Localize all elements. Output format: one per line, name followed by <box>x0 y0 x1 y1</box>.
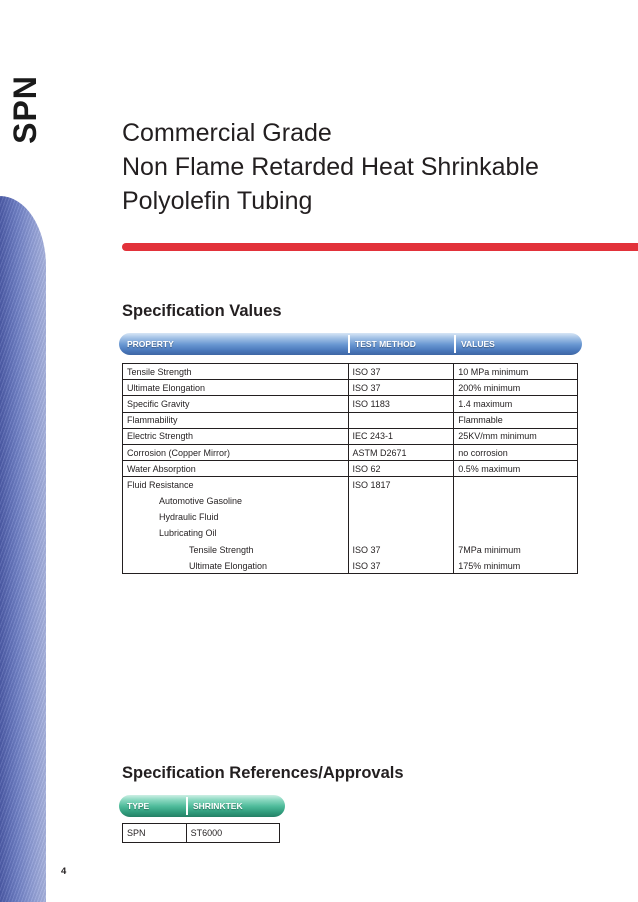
page-title <box>122 116 539 218</box>
fluid-name-cell: Lubricating Oil <box>159 528 217 539</box>
table-row <box>123 412 578 428</box>
column-header-property: PROPERTY <box>127 339 174 349</box>
spec-values-heading: Specification Values <box>122 302 282 320</box>
value-cell: 175% minimum <box>454 558 578 574</box>
table-row <box>123 493 578 509</box>
column-header-values: VALUES <box>461 339 495 349</box>
value-cell: 0.5% maximum <box>454 461 578 477</box>
table-row <box>123 364 578 380</box>
test-method-cell: ASTM D2671 <box>348 444 454 460</box>
column-header-shrinktek: SHRINKTEK <box>193 801 243 811</box>
title-line-2: Non Flame Retarded Heat Shrinkable <box>122 153 539 181</box>
spec-refs-header <box>119 795 285 817</box>
title-divider <box>122 243 638 251</box>
test-method-cell: ISO 37 <box>348 558 454 574</box>
test-method-cell: IEC 243-1 <box>348 428 454 444</box>
value-cell: 7MPa minimum <box>454 542 578 558</box>
table-row <box>123 461 578 477</box>
test-method-cell: ISO 62 <box>348 461 454 477</box>
value-cell: 1.4 maximum <box>454 396 578 412</box>
side-tab <box>0 62 50 157</box>
test-method-cell: ISO 1817 <box>348 477 454 493</box>
property-cell: Ultimate Elongation <box>189 560 268 571</box>
value-cell: 10 MPa minimum <box>454 364 578 380</box>
property-cell: Specific Gravity <box>123 396 349 412</box>
table-row <box>123 428 578 444</box>
side-tab-code: SPN <box>6 75 43 144</box>
table-row <box>123 509 578 525</box>
value-cell <box>454 477 578 493</box>
spec-values-table <box>122 363 578 574</box>
table-row <box>123 558 578 574</box>
property-cell: Tensile Strength <box>123 364 349 380</box>
value-cell <box>454 509 578 525</box>
table-row <box>123 380 578 396</box>
value-cell: Flammable <box>454 412 578 428</box>
table-row <box>123 824 280 843</box>
property-cell: Electric Strength <box>123 428 349 444</box>
spec-refs-heading: Specification References/Approvals <box>122 764 404 782</box>
table-row <box>123 444 578 460</box>
property-cell: Water Absorption <box>123 461 349 477</box>
property-cell: Tensile Strength <box>189 544 254 555</box>
value-cell <box>454 493 578 509</box>
type-cell: SPN <box>127 828 146 838</box>
title-line-1: Commercial Grade <box>122 119 332 147</box>
test-method-cell: ISO 1183 <box>348 396 454 412</box>
side-decorative-band <box>0 196 46 902</box>
test-method-cell: ISO 37 <box>348 380 454 396</box>
property-cell: Flammability <box>123 412 349 428</box>
title-line-3: Polyolefin Tubing <box>122 187 313 215</box>
table-row <box>123 396 578 412</box>
test-method-cell <box>348 412 454 428</box>
property-cell: Corrosion (Copper Mirror) <box>123 444 349 460</box>
value-cell: 25KV/mm minimum <box>454 428 578 444</box>
property-cell: Ultimate Elongation <box>123 380 349 396</box>
page-number: 4 <box>61 866 67 877</box>
value-cell: 200% minimum <box>454 380 578 396</box>
test-method-cell <box>348 493 454 509</box>
test-method-cell <box>348 525 454 541</box>
value-cell <box>454 525 578 541</box>
column-header-test-method: TEST METHOD <box>355 339 416 349</box>
table-row <box>123 525 578 541</box>
property-cell: Fluid Resistance <box>127 480 194 491</box>
shrinktek-cell: ST6000 <box>186 824 279 843</box>
table-row <box>123 477 578 493</box>
table-row <box>123 542 578 558</box>
column-header-type: TYPE <box>127 801 150 811</box>
fluid-name-cell: Hydraulic Fluid <box>159 512 219 523</box>
spec-refs-table <box>122 823 280 843</box>
value-cell: no corrosion <box>454 444 578 460</box>
fluid-name-cell: Automotive Gasoline <box>159 496 243 507</box>
test-method-cell: ISO 37 <box>348 364 454 380</box>
spec-values-header <box>119 333 582 355</box>
test-method-cell: ISO 37 <box>348 542 454 558</box>
test-method-cell <box>348 509 454 525</box>
